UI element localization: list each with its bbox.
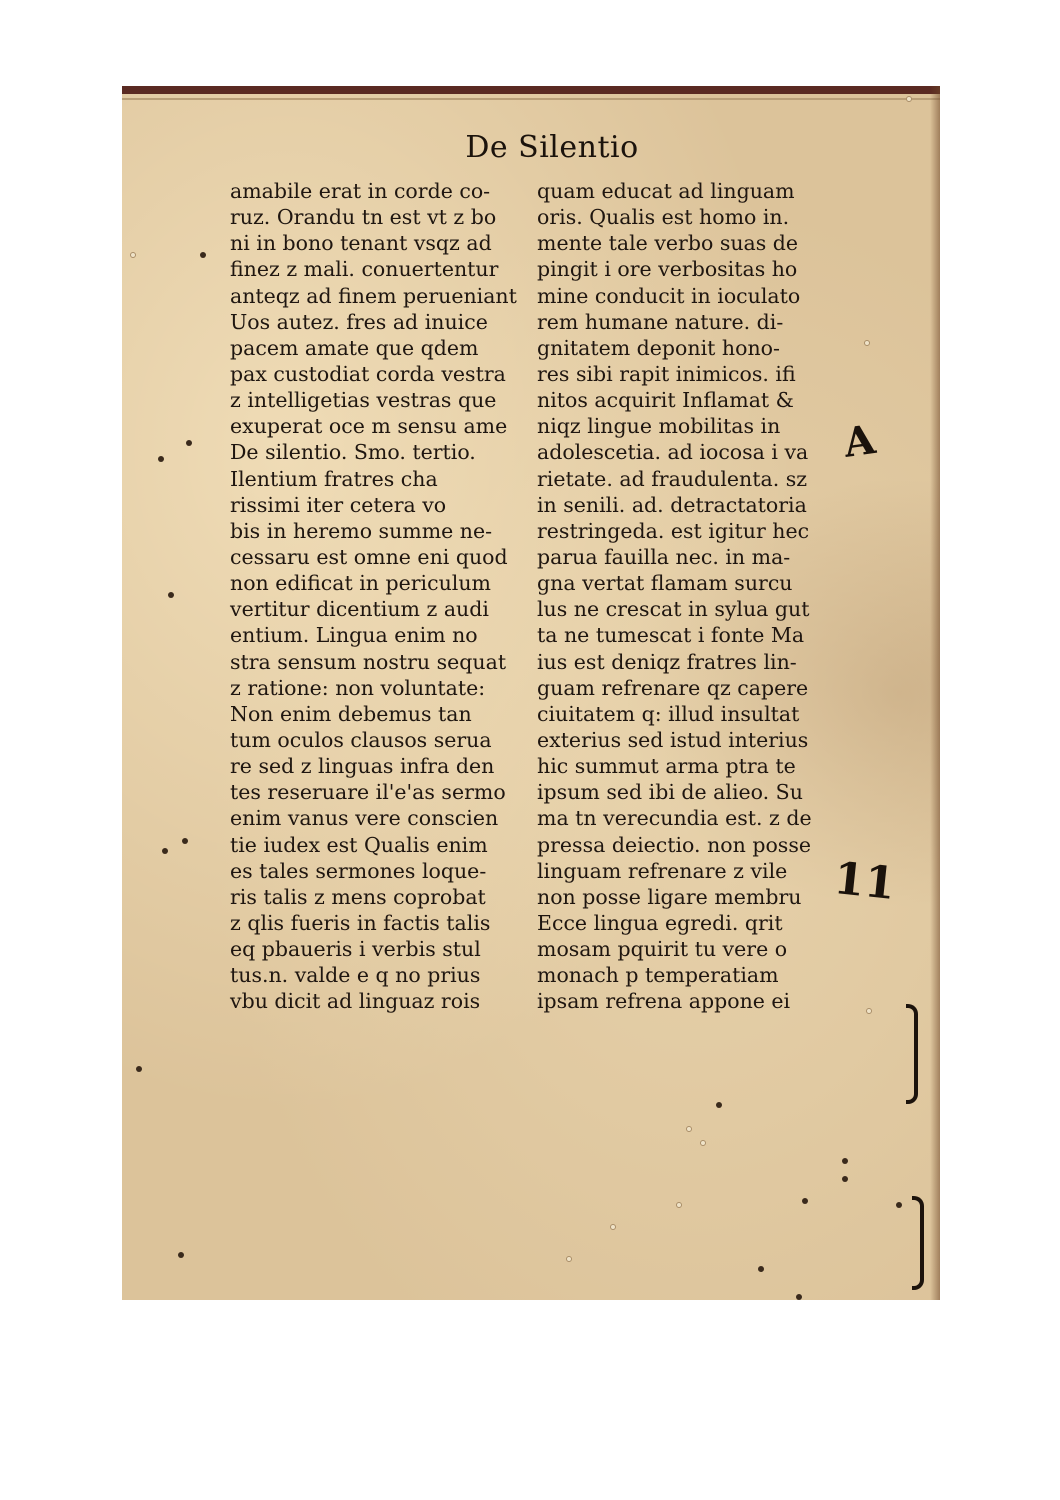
ink-spot (716, 1102, 722, 1108)
ink-spot (842, 1176, 848, 1182)
text-line: cessaru est omne eni quod (230, 544, 508, 569)
text-line: z intelligetias vestras que (230, 388, 497, 413)
text-line: ris talis z mens coprobat (230, 884, 486, 909)
text-line: Uos autez. fres ad inuice (230, 309, 488, 334)
text-line: exterius sed istud interius (537, 727, 809, 752)
text-line: pingit i ore verbositas ho (537, 257, 798, 282)
ink-spot (758, 1266, 764, 1272)
text-line: rietate. ad fraudulenta. sz (537, 466, 808, 491)
text-line: enim vanus vere conscien (230, 806, 499, 831)
text-line: amabile erat in corde co- (230, 179, 491, 203)
text-line: pax custodiat corda vestra (230, 361, 506, 386)
right-text-column (537, 178, 837, 1015)
text-line: ruz. Orandu tn est vt z bo (230, 205, 497, 230)
text-line: stra sensum nostru sequat (230, 649, 507, 674)
paper-speck (864, 340, 870, 346)
text-line: anteqz ad finem perueniant (230, 283, 517, 308)
text-line: ius est deniqz fratres lin- (537, 649, 797, 674)
text-line: re sed z linguas infra den (230, 754, 495, 779)
text-line: quam educat ad linguam (537, 179, 795, 203)
page-scan (122, 86, 940, 1300)
text-line: eq pbaueris i verbis stul (230, 937, 481, 962)
text-line: non posse ligare membru (537, 884, 802, 909)
text-line: ipsum sed ibi de alieo. Su (537, 780, 803, 805)
ink-spot (158, 456, 164, 462)
text-line: Ilentium fratres cha (230, 466, 438, 491)
text-line: z qlis fueris in factis talis (230, 910, 491, 935)
text-line: mente tale verbo suas de (537, 231, 799, 256)
text-line: pacem amate que qdem (230, 335, 479, 360)
paper-speck (866, 1008, 872, 1014)
paper-speck (130, 252, 136, 258)
ink-spot (186, 440, 192, 446)
paper-speck (686, 1126, 692, 1132)
text-line: monach p temperatiam (537, 963, 779, 988)
text-line: niqz lingue mobilitas in (537, 414, 781, 439)
paper-speck (906, 96, 912, 102)
running-header: De Silentio (465, 130, 639, 165)
ink-spot (162, 848, 168, 854)
text-line: tes reseruare il'e'as sermo (230, 780, 506, 805)
ink-spot (178, 1252, 184, 1258)
text-line: linguam refrenare z vile (537, 858, 788, 883)
text-line: res sibi rapit inimicos. ifi (537, 361, 796, 386)
margin-bracket-upper (906, 1004, 918, 1104)
text-line: vbu dicit ad linguaz rois (230, 989, 481, 1014)
ink-spot (182, 838, 188, 844)
text-line: bis in heremo summe ne- (230, 518, 493, 543)
ink-spot (896, 1202, 902, 1208)
text-line: z ratione: non voluntate: (230, 675, 486, 700)
text-line: adolescetia. ad iocosa i va (537, 440, 809, 465)
binding-edge (122, 86, 940, 94)
text-line: entium. Lingua enim no (230, 623, 478, 648)
ink-spot (842, 1158, 848, 1164)
left-text-column (230, 178, 530, 1015)
text-line: ni in bono tenant vsqz ad (230, 231, 492, 256)
paper-speck (566, 1256, 572, 1262)
paper-speck (676, 1202, 682, 1208)
text-line: rissimi iter cetera vo (230, 492, 447, 517)
text-line: vertitur dicentium z audi (230, 597, 489, 622)
text-line: restringeda. est igitur hec (537, 518, 810, 543)
text-line: pressa deiectio. non posse (537, 832, 811, 857)
text-line: mosam pquirit tu vere o (537, 937, 788, 962)
text-line: gnitatem deponit hono- (537, 335, 780, 360)
margin-mark-upper: A (840, 416, 879, 467)
text-line: ciuitatem q: illud insultat (537, 701, 800, 726)
ink-spot (136, 1066, 142, 1072)
text-line: lus ne crescat in sylua gut (537, 597, 810, 622)
text-line: gna vertat flamam surcu (537, 571, 793, 596)
text-line: in senili. ad. detractatoria (537, 492, 807, 517)
ink-spot (796, 1294, 802, 1300)
text-line: ma tn verecundia est. z de (537, 806, 812, 831)
text-line: tum oculos clausos serua (230, 727, 492, 752)
text-line: ipsam refrena appone ei (537, 989, 791, 1014)
text-line: rem humane nature. di- (537, 309, 784, 334)
text-line: exuperat oce m sensu ame (230, 414, 508, 439)
text-line: ta ne tumescat i fonte Ma (537, 623, 805, 648)
text-line: tie iudex est Qualis enim (230, 832, 488, 857)
margin-bracket-lower (912, 1196, 924, 1290)
text-line: Non enim debemus tan (230, 701, 472, 726)
text-line: parua fauilla nec. in ma- (537, 544, 791, 569)
text-line: nitos acquirit Inflamat & (537, 388, 794, 413)
text-line: es tales sermones loque- (230, 858, 487, 883)
page-edge-shadow (930, 86, 940, 1300)
ink-spot (168, 592, 174, 598)
text-line: oris. Qualis est homo in. (537, 205, 790, 230)
ink-spot (200, 252, 206, 258)
text-line: guam refrenare qz capere (537, 675, 809, 700)
text-line: Ecce lingua egredi. qrit (537, 910, 783, 935)
paper-speck (700, 1140, 706, 1146)
ink-spot (802, 1198, 808, 1204)
paper-speck (610, 1224, 616, 1230)
text-line: mine conducit in ioculato (537, 283, 801, 308)
text-line: finez z mali. conuertentur (230, 257, 499, 282)
rule-line (122, 98, 940, 100)
text-line: De silentio. Smo. tertio. (230, 440, 476, 465)
text-line: hic summut arma ptra te (537, 754, 796, 779)
text-line: non edificat in periculum (230, 571, 491, 596)
text-line: tus.n. valde e q no prius (230, 963, 481, 988)
margin-mark-lower: 11 (831, 852, 898, 911)
